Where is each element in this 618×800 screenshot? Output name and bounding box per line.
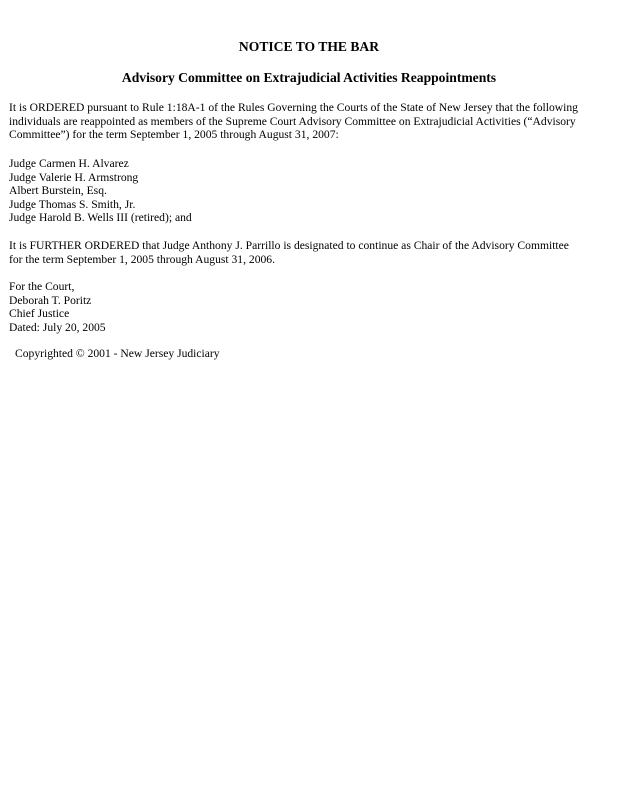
notice-subtitle: Advisory Committee on Extrajudicial Activities Reappointments [121, 70, 497, 85]
order-paragraph [9, 101, 609, 142]
member-name: Albert Burstein, Esq. [9, 184, 107, 198]
member-name: Judge Carmen H. Alvarez [9, 157, 129, 170]
member-name: Judge Thomas S. Smith, Jr. [9, 197, 136, 211]
member-name: Judge Valerie H. Armstrong [9, 170, 139, 184]
signature-block [9, 280, 609, 334]
copyright-footer: Copyrighted © 2001 - New Jersey Judiciary [15, 347, 220, 360]
member-list [9, 157, 609, 225]
signature-position: Chief Justice [9, 307, 70, 321]
further-order-line: It is FURTHER ORDERED that Judge Anthony J. Parrillo is designated to continue as Chair of the Advisory Committee [9, 239, 569, 252]
signature-for-the-court: For the Court, [9, 280, 75, 293]
further-order-line: for the term September 1, 2005 through August 31, 2006. [9, 252, 275, 266]
member-name: Judge Harold B. Wells III (retired); and [9, 211, 192, 225]
order-line: It is ORDERED pursuant to Rule 1:18A-1 of the Rules Governing the Courts of the State of New Jersey that the following [9, 101, 578, 114]
signature-date: Dated: July 20, 2005 [9, 320, 106, 334]
notice-title: NOTICE TO THE BAR [238, 39, 380, 54]
further-order-paragraph [9, 239, 609, 266]
signature-name: Deborah T. Poritz [9, 293, 92, 307]
order-line: individuals are reappointed as members of the Supreme Court Advisory Committee on Extrajudicial Activities (“Advisory [9, 114, 576, 128]
order-line: Committee”) for the term September 1, 2005 through August 31, 2007: [9, 128, 339, 142]
